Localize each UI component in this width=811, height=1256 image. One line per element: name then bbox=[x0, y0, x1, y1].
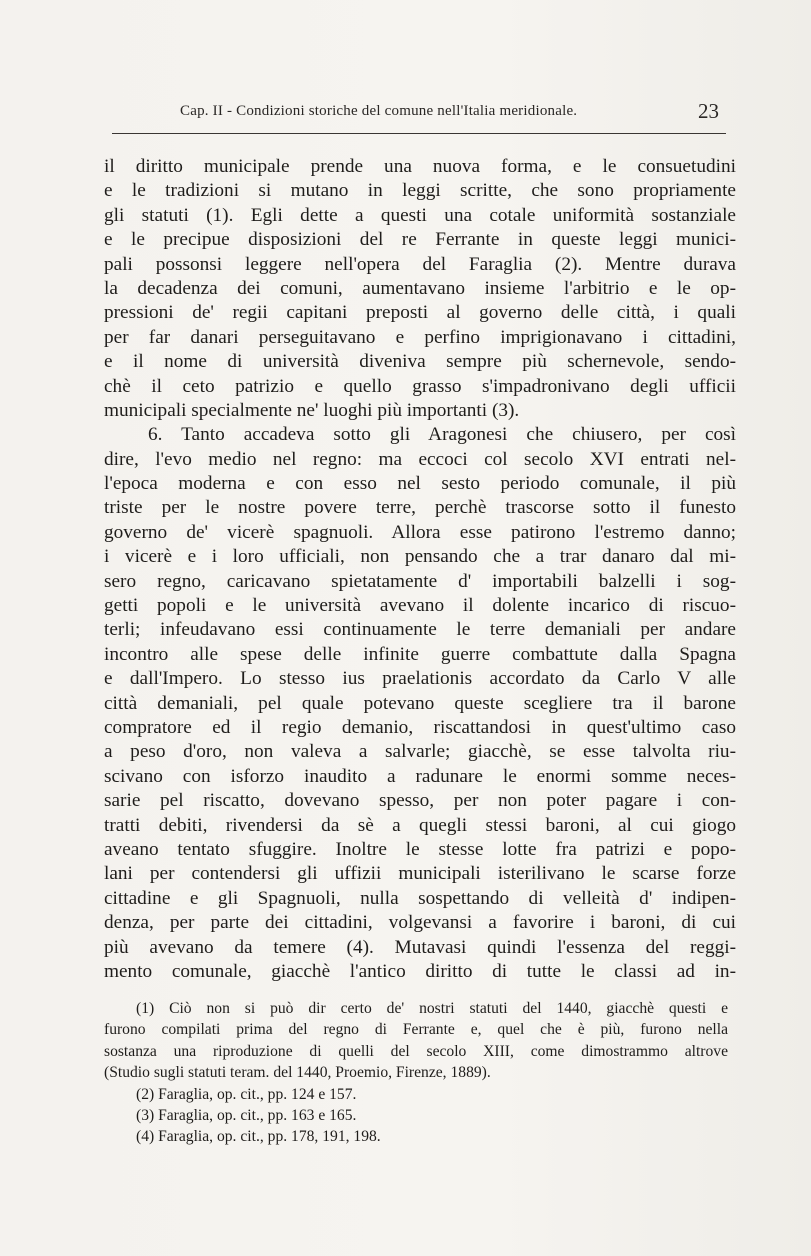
text-line: incontro alle spese delle infinite guerre combattute dalla Spagna bbox=[104, 643, 736, 665]
text-line: tratti debiti, rivendersi da sè a quegli stessi baroni, al cui giogo bbox=[104, 814, 736, 836]
running-header: Cap. II - Condizioni storiche del comune nell'Italia meridionale. bbox=[180, 103, 578, 119]
footnote-1-line: sostanza una riproduzione di quelli del secolo XIII, come dimostrammo altrove bbox=[104, 1042, 728, 1060]
footnotes bbox=[104, 998, 728, 1148]
text-line: gli statuti (1). Egli dette a questi una cotale uniformità sostanziale bbox=[104, 204, 736, 226]
text-line: lani per contendersi gli uffizii municipali isterilivano le scarse forze bbox=[104, 863, 736, 885]
text-line: città demaniali, pel quale potevano queste scegliere tra il barone bbox=[104, 692, 736, 714]
footnote-2: (2) Faraglia, op. cit., pp. 124 e 157. bbox=[136, 1085, 357, 1103]
text-line: per far danari perseguitavano e perfino imprigionavano i cittadini, bbox=[104, 326, 736, 348]
text-line: la decadenza dei comuni, aumentavano insieme l'arbitrio e le op- bbox=[104, 277, 736, 299]
footnote-1-line: (1) Ciò non si può dir certo de' nostri statuti del 1440, giacchè questi e bbox=[136, 1000, 728, 1017]
text-line: e il nome di università diveniva sempre più schernevole, sendo- bbox=[104, 351, 736, 373]
text-line: sarie pel riscatto, dovevano spesso, per non poter pagare i con- bbox=[104, 790, 736, 812]
footnote-4: (4) Faraglia, op. cit., pp. 178, 191, 198. bbox=[136, 1128, 381, 1146]
text-line: getti popoli e le università avevano il dolente incarico di riscuo- bbox=[104, 595, 736, 617]
text-line: cittadine e gli Spagnuoli, nulla sospettando di velleità d' indipen- bbox=[104, 887, 736, 909]
text-line: più avevano da temere (4). Mutavasi quindi l'essenza del reggi- bbox=[104, 936, 736, 958]
text-line: 6. Tanto accadeva sotto gli Aragonesi che chiusero, per così bbox=[148, 424, 736, 446]
text-line: terli; infeudavano essi continuamente le terre demaniali per andare bbox=[104, 619, 736, 641]
text-line: municipali specialmente ne' luoghi più importanti (3). bbox=[104, 399, 520, 421]
text-line: compratore ed il regio demanio, riscattandosi in quest'ultimo caso bbox=[104, 716, 736, 738]
text-line: dire, l'evo medio nel regno: ma eccoci col secolo XVI entrati nel- bbox=[104, 448, 736, 470]
page-number: 23 bbox=[698, 99, 719, 123]
text-line: e le precipue disposizioni del re Ferrante in queste leggi munici- bbox=[104, 229, 736, 251]
text-line: il diritto municipale prende una nuova forma, e le consuetudini bbox=[104, 156, 736, 177]
text-line: triste per le nostre povere terre, perchè trascorse sotto il funesto bbox=[104, 497, 736, 519]
text-line: a peso d'oro, non valeva a salvarle; giacchè, se esse talvolta riu- bbox=[104, 741, 736, 763]
text-line: aveano tentato sfuggire. Inoltre le stesse lotte fra patrizi e popo- bbox=[104, 838, 736, 860]
text-line: chè il ceto patrizio e quello grasso s'impadronivano degli ufficii bbox=[104, 375, 736, 397]
text-line: l'epoca moderna e con esso nel sesto periodo comunale, il più bbox=[104, 473, 736, 495]
text-line: e le tradizioni si mutano in leggi scritte, che sono propriamente bbox=[104, 180, 736, 202]
text-line: governo de' vicerè spagnuoli. Allora esse patirono l'estremo danno; bbox=[104, 521, 736, 543]
main-text bbox=[104, 155, 736, 984]
text-line: sero regno, caricavano spietatamente d' importabili balzelli i sog- bbox=[104, 570, 736, 592]
text-line: denza, per parte dei cittadini, volgevansi a favorire i baroni, di cui bbox=[104, 912, 736, 934]
text-line: pressioni de' regii capitani preposti al governo delle città, i quali bbox=[104, 302, 736, 324]
footnote-3: (3) Faraglia, op. cit., pp. 163 e 165. bbox=[136, 1106, 357, 1124]
footnote-1-line: (Studio sugli statuti teram. del 1440, Proemio, Firenze, 1889). bbox=[104, 1064, 491, 1082]
text-line: scivano con isforzo inaudito a radunare le enormi somme neces- bbox=[104, 765, 736, 787]
header-rule bbox=[112, 133, 726, 134]
text-line: i vicerè e i loro ufficiali, non pensando che a trar danaro dal mi- bbox=[104, 546, 736, 568]
text-line: e dall'Impero. Lo stesso ius praelationis accordato da Carlo V alle bbox=[104, 668, 736, 690]
footnote-1-line: furono compilati prima del regno di Ferrante e, quel che è più, furono nella bbox=[104, 1021, 728, 1039]
text-line: pali possonsi leggere nell'opera del Faraglia (2). Mentre durava bbox=[104, 253, 736, 275]
text-line: mento comunale, giacchè l'antico diritto di tutte le classi ad in- bbox=[104, 960, 736, 982]
